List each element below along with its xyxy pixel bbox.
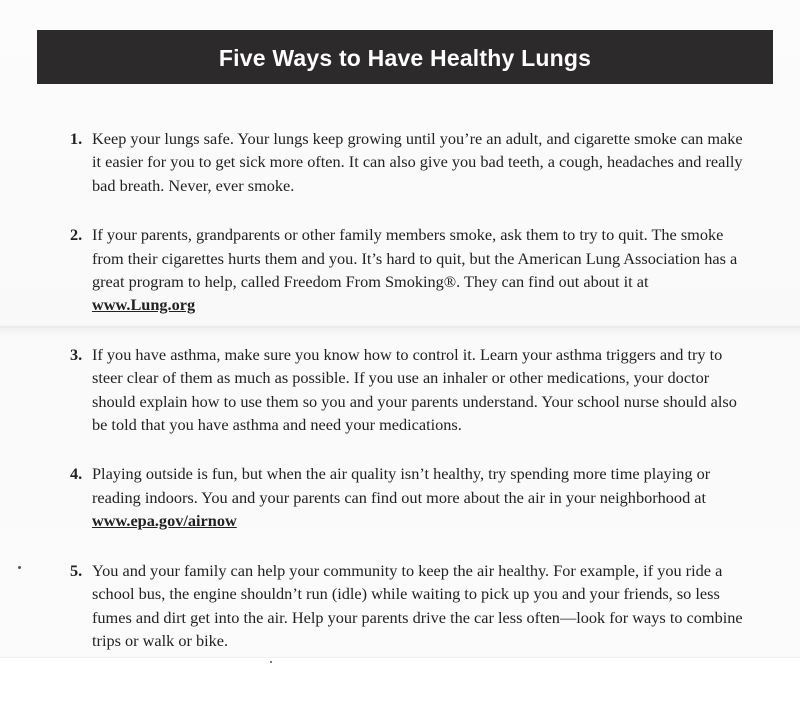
item-text-body: You and your family can help your community to keep the air healthy. For example, if you ride a school bus, the engine shouldn’t run (idle) while waiting to pick up you and your friends, so less fumes and dirt get into the air. Help your parents drive the car less often—look for ways to combine trips or walk or bike. [92, 560, 743, 650]
item-number: 2. [70, 225, 83, 245]
item-text [92, 559, 752, 653]
item-text [92, 127, 752, 197]
item-text-body: Keep your lungs safe. Your lungs keep growing until you’re an adult, and cigarette smoke can make it easier for you to get sick more often. It can also give you bad teeth, a cough, headaches and really bad breath. Never, ever smoke. [92, 129, 743, 195]
item-number: 1. [70, 129, 83, 148]
list-item [62, 343, 752, 437]
item-text-body: If you have asthma, make sure you know how to control it. Learn your asthma triggers and try to steer clear of them as much as possible. If you use an inhaler or other medications, your doctor should explain how to use them so you and your parents understand. Your school nurse should also be told that you have asthma and need your medications. [92, 344, 737, 435]
title-banner [37, 30, 773, 84]
tips-list [62, 127, 752, 678]
item-number: 5. [70, 560, 83, 580]
item-text [92, 223, 752, 317]
item-number: 3. [70, 344, 83, 364]
scan-speck [18, 566, 21, 569]
item-text-body: Playing outside is fun, but when the air quality isn’t healthy, try spending more time playing or reading indoors. You and your parents can find out more about the air in your neighborhood at [92, 464, 711, 507]
list-item [62, 223, 752, 317]
epa-airnow-link[interactable]: www.epa.gov/airnow [92, 511, 237, 531]
item-text-body: If your parents, grandparents or other family members smoke, ask them to try to quit. The smoke from their cigarettes hurts them and you. It’s hard to quit, but the American Lung Association has a great program to help, called Freedom From Smoking®. They can find out about it at [92, 225, 738, 292]
item-text [92, 462, 752, 532]
item-text [92, 343, 752, 437]
page-title: Five Ways to Have Healthy Lungs [218, 44, 592, 71]
item-number: 4. [70, 464, 83, 484]
list-item [62, 462, 752, 532]
lung-org-link[interactable]: www.Lung.org [92, 295, 196, 315]
list-item [62, 127, 752, 197]
list-item [62, 559, 752, 653]
